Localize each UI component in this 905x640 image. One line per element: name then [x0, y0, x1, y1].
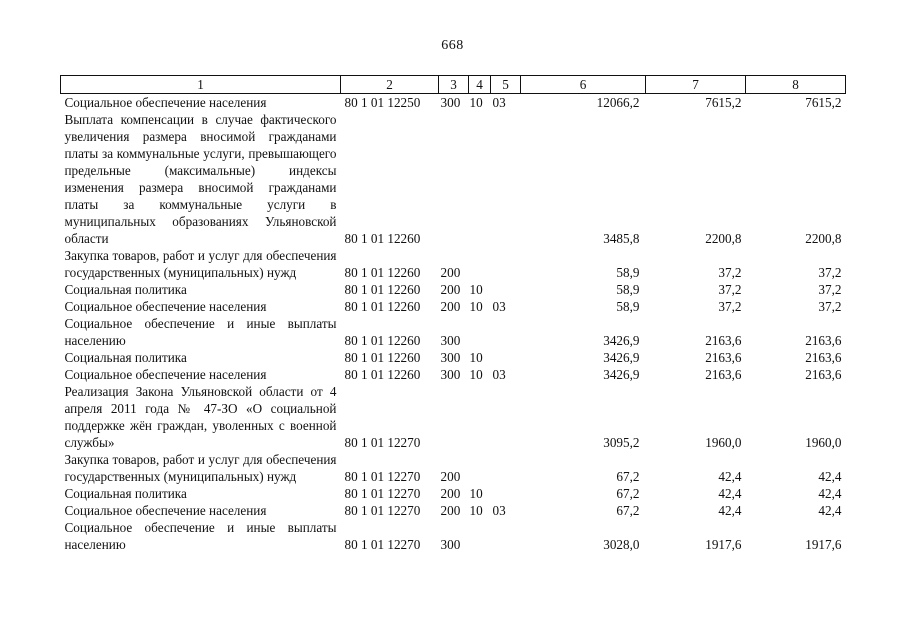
row-value-7: 2163,6: [705, 333, 742, 348]
header-col-1: 1: [61, 76, 341, 94]
row-expense-type: 300: [440, 95, 461, 110]
table-row: [61, 451, 846, 485]
row-value-7: 2200,8: [705, 231, 742, 246]
row-value-7: 42,4: [718, 469, 742, 484]
row-code: 80 1 01 12260: [344, 367, 421, 382]
row-value-8: 2163,6: [805, 350, 842, 365]
row-value-8: 37,2: [818, 265, 842, 280]
header-col-8: 8: [746, 76, 846, 94]
row-section: 10: [469, 350, 483, 365]
row-value-8: 42,4: [818, 503, 842, 518]
row-value-6: 3485,8: [603, 231, 640, 246]
row-section: [469, 519, 491, 553]
row-subsection: [491, 451, 521, 485]
row-name: Социальное обеспечение населения: [64, 299, 267, 314]
row-name: Закупка товаров, работ и услуг для обеспечения государственных (муниципальных) нужд: [64, 248, 337, 280]
row-name: Социальная политика: [64, 350, 187, 365]
row-subsection: [491, 315, 521, 349]
row-expense-type: [439, 111, 469, 247]
row-value-6: 12066,2: [596, 95, 640, 110]
table-row: [61, 247, 846, 281]
row-section: [469, 111, 491, 247]
row-name: Социальное обеспечение населения: [64, 503, 267, 518]
table-row: [61, 94, 846, 112]
row-expense-type: [439, 383, 469, 451]
row-code: 80 1 01 12260: [344, 350, 421, 365]
header-col-3: 3: [439, 76, 469, 94]
table-row: [61, 349, 846, 366]
row-value-8: 2163,6: [805, 367, 842, 382]
row-code: 80 1 01 12260: [344, 282, 421, 297]
budget-table: [60, 75, 846, 553]
row-subsection: [491, 519, 521, 553]
row-name: Выплата компенсации в случае фактического увеличения размера вносимой гражданами платы за коммунальные услуги, превышающего предельные (максимальные) индексы изменения размера вносимой гражданами платы за коммунальные услуги в муниципальных образованиях Ульяновской области: [64, 112, 337, 246]
row-value-8: 1917,6: [805, 537, 842, 552]
table-row: [61, 502, 846, 519]
row-name: Социальная политика: [64, 486, 187, 501]
table-row: [61, 383, 846, 451]
row-value-6: 58,9: [616, 282, 640, 297]
row-section: [469, 315, 491, 349]
row-value-6: 67,2: [616, 469, 640, 484]
row-section: 10: [469, 282, 483, 297]
row-code: 80 1 01 12260: [344, 265, 421, 280]
header-col-2: 2: [341, 76, 439, 94]
row-expense-type: 200: [440, 486, 461, 501]
row-value-7: 37,2: [718, 299, 742, 314]
header-col-5: 5: [491, 76, 521, 94]
row-name: Социальное обеспечение и иные выплаты населению: [64, 520, 337, 552]
row-name: Реализация Закона Ульяновской области от 4 апреля 2011 года № 47-ЗО «О социальной поддержке жён граждан, уволенных с военной службы»: [64, 384, 337, 450]
row-code: 80 1 01 12270: [344, 486, 421, 501]
row-expense-type: 200: [440, 503, 461, 518]
row-subsection: [491, 281, 521, 298]
row-code: 80 1 01 12270: [344, 435, 421, 450]
row-section: [469, 451, 491, 485]
row-value-7: 2163,6: [705, 350, 742, 365]
row-name: Закупка товаров, работ и услуг для обеспечения государственных (муниципальных) нужд: [64, 452, 337, 484]
row-subsection: 03: [492, 95, 506, 110]
row-value-8: 2163,6: [805, 333, 842, 348]
row-subsection: [491, 485, 521, 502]
row-section: [469, 383, 491, 451]
row-value-7: 2163,6: [705, 367, 742, 382]
row-code: 80 1 01 12270: [344, 537, 421, 552]
row-subsection: [491, 247, 521, 281]
row-code: 80 1 01 12250: [344, 95, 421, 110]
row-subsection: 03: [492, 367, 506, 382]
row-subsection: 03: [492, 299, 506, 314]
row-code: 80 1 01 12270: [344, 469, 421, 484]
header-col-4: 4: [469, 76, 491, 94]
row-value-8: 2200,8: [805, 231, 842, 246]
page-number: 668: [441, 38, 464, 53]
row-value-6: 3426,9: [603, 350, 640, 365]
row-value-6: 3426,9: [603, 367, 640, 382]
row-subsection: [491, 383, 521, 451]
row-expense-type: 200: [440, 299, 461, 314]
row-expense-type: 300: [440, 350, 461, 365]
row-expense-type: 200: [440, 469, 461, 484]
row-value-8: 1960,0: [805, 435, 842, 450]
row-value-6: 3028,0: [603, 537, 640, 552]
table-row: [61, 485, 846, 502]
row-value-6: 67,2: [616, 503, 640, 518]
row-code: 80 1 01 12260: [344, 299, 421, 314]
row-expense-type: 300: [440, 333, 461, 348]
row-value-8: 7615,2: [805, 95, 842, 110]
row-section: 10: [469, 503, 483, 518]
header-col-6: 6: [521, 76, 646, 94]
row-section: 10: [469, 299, 483, 314]
row-value-8: 42,4: [818, 486, 842, 501]
row-value-8: 37,2: [818, 282, 842, 297]
row-value-6: 58,9: [616, 299, 640, 314]
row-value-7: 1917,6: [705, 537, 742, 552]
row-value-7: 37,2: [718, 282, 742, 297]
row-section: 10: [469, 486, 483, 501]
table-row: [61, 315, 846, 349]
row-section: 10: [469, 367, 483, 382]
row-value-6: 3426,9: [603, 333, 640, 348]
row-section: [469, 247, 491, 281]
row-name: Социальное обеспечение населения: [64, 367, 267, 382]
table-body: [61, 94, 846, 554]
row-expense-type: 300: [440, 367, 461, 382]
row-value-6: 67,2: [616, 486, 640, 501]
row-section: 10: [469, 95, 483, 110]
table-row: [61, 111, 846, 247]
row-name: Социальное обеспечение населения: [64, 95, 267, 110]
header-row: [61, 76, 846, 94]
row-subsection: 03: [492, 503, 506, 518]
row-expense-type: 300: [440, 537, 461, 552]
table-row: [61, 366, 846, 383]
row-value-6: 58,9: [616, 265, 640, 280]
row-code: 80 1 01 12260: [344, 231, 421, 246]
row-name: Социальное обеспечение и иные выплаты населению: [64, 316, 337, 348]
header-col-7: 7: [646, 76, 746, 94]
row-name: Социальная политика: [64, 282, 187, 297]
row-value-8: 37,2: [818, 299, 842, 314]
row-code: 80 1 01 12270: [344, 503, 421, 518]
table-row: [61, 281, 846, 298]
row-value-7: 7615,2: [705, 95, 742, 110]
table-header: [61, 76, 846, 94]
row-value-7: 42,4: [718, 503, 742, 518]
row-code: 80 1 01 12260: [344, 333, 421, 348]
row-value-8: 42,4: [818, 469, 842, 484]
row-expense-type: 200: [440, 265, 461, 280]
row-value-6: 3095,2: [603, 435, 640, 450]
row-subsection: [491, 349, 521, 366]
table-row: [61, 519, 846, 553]
table-row: [61, 298, 846, 315]
row-value-7: 42,4: [718, 486, 742, 501]
row-value-7: 37,2: [718, 265, 742, 280]
row-expense-type: 200: [440, 282, 461, 297]
row-subsection: [491, 111, 521, 247]
row-value-7: 1960,0: [705, 435, 742, 450]
